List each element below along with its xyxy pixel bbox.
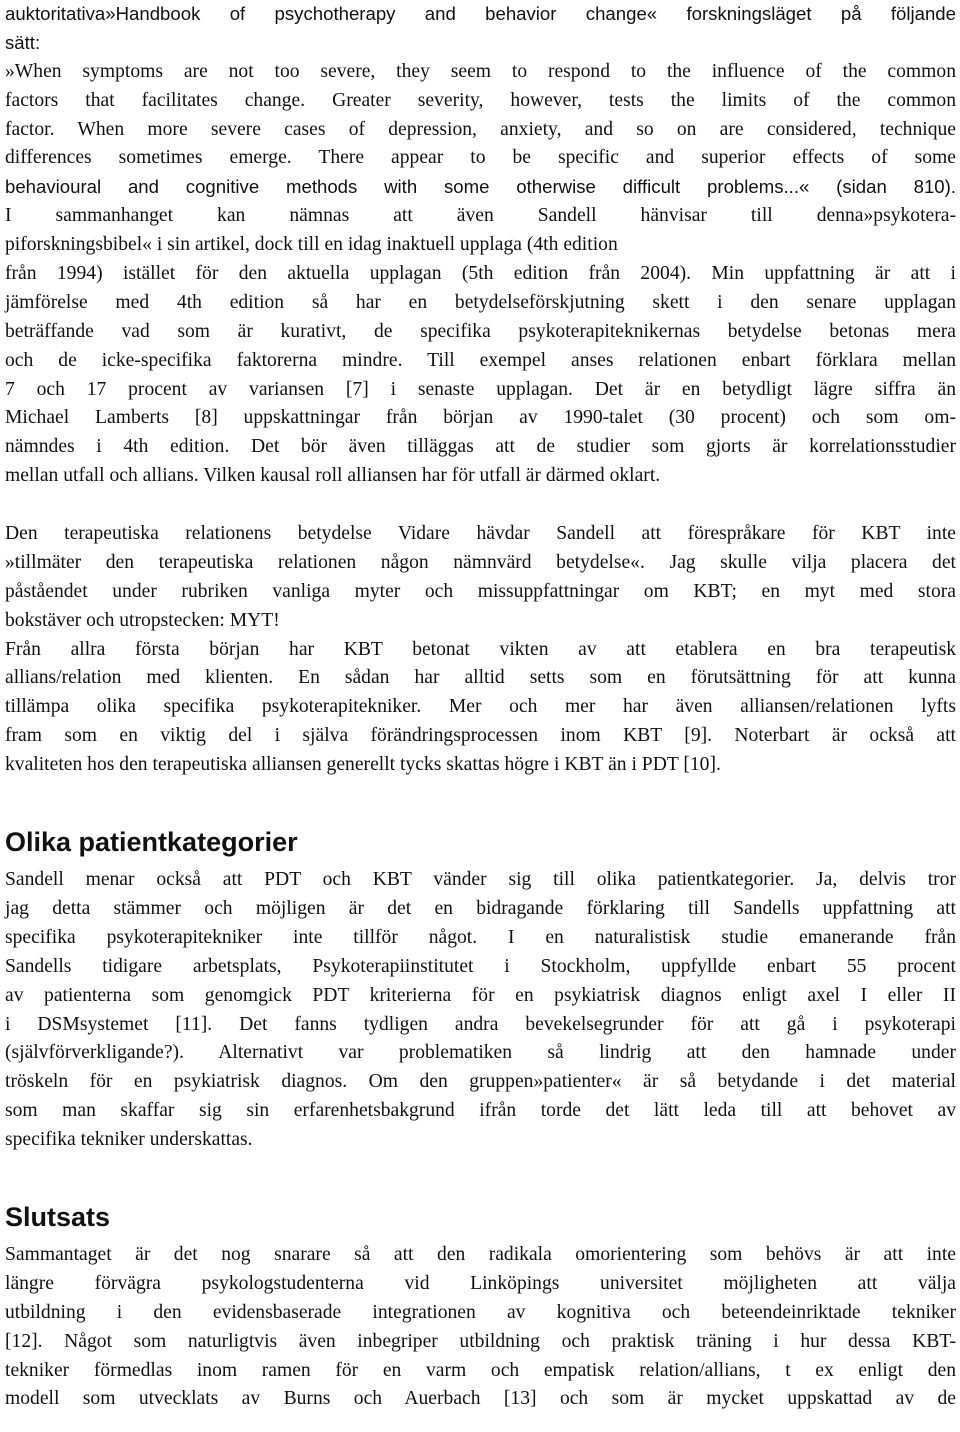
text-line: beträffande vad som är kurativt, de specifika psykoterapiteknikernas betydelse betonas mera [5, 320, 956, 342]
text-line: Sammantaget är det nog snarare så att den radikala omorientering som behövs är att inte [5, 1243, 956, 1265]
spacer [5, 780, 956, 822]
text-line: fram som en viktig del i själva förändringsprocessen inom KBT [9]. Noterbart är också att [5, 725, 956, 747]
text-line: factors that facilitates change. Greater severity, however, tests the limits of the common [5, 89, 956, 111]
text-line: »When symptoms are not too severe, they seem to respond to the influence of the common [5, 60, 956, 82]
paragraph-handbook-quote [5, 0, 956, 491]
text-line: specifika tekniker underskattas. [5, 1129, 253, 1151]
text-line: och de icke-specifika faktorerna mindre. Till exempel anses relationen enbart förklara mellan [5, 349, 956, 371]
text-line: factor. When more severe cases of depression, anxiety, and so on are considered, technique [5, 118, 956, 140]
text-line: I sammanhanget kan nämnas att även Sandell hänvisar till denna»psykotera- [5, 205, 956, 227]
text-line: piforskningsbibel« i sin artikel, dock till en idag inaktuell upplaga (4th edition [5, 234, 618, 256]
text-line: i DSMsystemet [11]. Det fanns tydligen andra bevekelsegrunder för att gå i psykoterapi [5, 1013, 956, 1035]
text-line: mellan utfall och allians. Vilken kausal roll alliansen har för utfall är därmed oklart. [5, 465, 661, 487]
text-line: allians/relation med klienten. En sådan har alltid setts som en förutsättning för att kunna [5, 667, 956, 689]
text-line: utbildning i den evidensbaserade integrationen av kognitiva och beteendeinriktade tekniker [5, 1301, 956, 1323]
text-line: av patienterna som genomgick PDT kriterierna för en psykiatrisk diagnos enligt axel I eller II [5, 984, 956, 1006]
text-line: specifika psykoterapitekniker inte tillför något. I en naturalistisk studie emanerande från [5, 926, 956, 948]
text-line: 7 och 17 procent av variansen [7] i senaste upplagan. Det är en betydligt lägre siffra än [5, 378, 956, 400]
section-heading: Olika patientkategorier [5, 827, 298, 858]
text-line: jämförelse med 4th edition så har en betydelseförskjutning skett i den senare upplagan [5, 291, 956, 313]
text-line: sätt: [5, 31, 41, 53]
text-line: [12]. Något som naturligtvis även inbegriper utbildning och praktisk träning i hur dessa KBT- [5, 1330, 956, 1352]
text-line: nämndes i 4th edition. Det bör även tilläggas att de studier som gjorts är korrelationsstudier [5, 436, 956, 458]
section-heading: Slutsats [5, 1201, 111, 1232]
text-line: tekniker förmedlas inom ramen för en varm och empatisk relation/allians, t ex enligt den [5, 1359, 956, 1381]
text-line: tröskeln för en psykiatrisk diagnos. Om den gruppen»patienter« är så betydande i det material [5, 1071, 956, 1093]
text-line: från 1994) istället för den aktuella upplagan (5th edition från 2004). Min uppfattning är att i [5, 263, 956, 285]
text-line: Sandell menar också att PDT och KBT vänder sig till olika patientkategorier. Ja, delvis tror [5, 869, 956, 891]
text-line: tillämpa olika specifika psykoterapitekniker. Mer och mer har även alliansen/relationen lyfts [5, 696, 956, 718]
spacer [5, 491, 956, 520]
text-line: längre förvägra psykologstudenterna vid Linköpings universitet möjligheten att välja [5, 1272, 956, 1294]
text-line: kvaliteten hos den terapeutiska alliansen generellt tycks skattas högre i KBT än i PDT [10]. [5, 754, 721, 776]
text-line: behavioural and cognitive methods with some otherwise difficult problems...« (sidan 810). [5, 176, 956, 198]
text-line: påståendet under rubriken vanliga myter och missuppfattningar om KBT; en myt med stora [5, 580, 956, 602]
text-line: Sandells tidigare arbetsplats, Psykoterapiinstitutet i Stockholm, uppfyllde enbart 55 procent [5, 955, 956, 977]
text-line: Den terapeutiska relationens betydelse Vidare hävdar Sandell att förespråkare för KBT inte [5, 523, 956, 545]
paragraph-therapeutic-relation [5, 520, 956, 780]
spacer [5, 1155, 956, 1197]
text-line: auktoritativa»Handbook of psychotherapy and behavior change« forskningsläget på följande [5, 3, 956, 24]
text-line: »tillmäter den terapeutiska relationen någon nämnvärd betydelse«. Jag skulle vilja placera det [5, 551, 956, 573]
text-line: Michael Lamberts [8] uppskattningar från början av 1990-talet (30 procent) och som om- [5, 407, 956, 429]
section-conclusion [5, 1197, 956, 1414]
document-page [5, 0, 956, 1414]
section-patient-categories [5, 822, 956, 1155]
text-line: bokstäver och utropstecken: MYT! [5, 609, 280, 631]
text-line: differences sometimes emerge. There appear to be specific and superior effects of some [5, 147, 956, 169]
text-line: Från allra första början har KBT betonat vikten av att etablera en bra terapeutisk [5, 638, 956, 660]
text-line: (självförverkligande?). Alternativt var problematiken så lindrig att den hamnade under [5, 1042, 956, 1064]
text-line: som man skaffar sig sin erfarenhetsbakgrund ifrån torde det lätt leda till att behovet av [5, 1100, 956, 1122]
text-line: modell som utvecklats av Burns och Auerbach [13] och som är mycket uppskattad av de [5, 1388, 956, 1410]
text-line: jag detta stämmer och möjligen är det en bidragande förklaring till Sandells uppfattning att [5, 897, 956, 919]
